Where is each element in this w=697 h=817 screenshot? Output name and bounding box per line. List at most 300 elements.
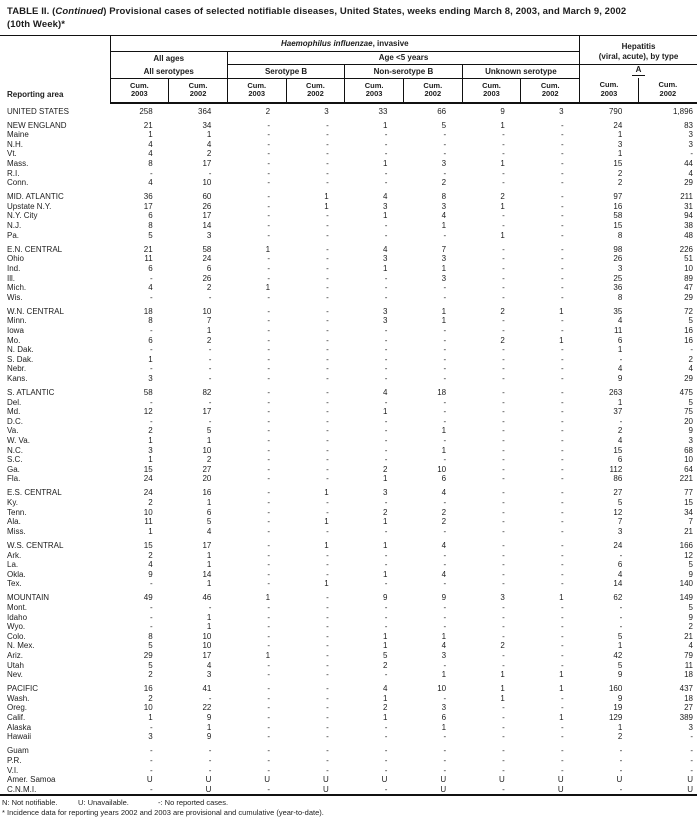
value-cell: - (267, 130, 271, 140)
value-cell: - (560, 130, 564, 140)
value-cell: - (443, 397, 447, 407)
value-cell: - (267, 631, 271, 641)
value-cell: 8 (148, 316, 153, 326)
table-row (0, 508, 697, 518)
value-cell: - (267, 120, 271, 130)
value-cell: - (384, 560, 388, 570)
value-cell: - (502, 426, 505, 436)
value-cell: 1 (382, 407, 388, 417)
value-cell: 5 (206, 426, 212, 436)
col-header-non-serotype-b: Non-serotype B (345, 65, 462, 79)
value-cell: - (443, 498, 447, 508)
value-cell: 2 (688, 622, 693, 632)
value-cell: - (326, 455, 329, 465)
value-cell: 17 (202, 407, 212, 417)
value-cell: 6 (148, 211, 153, 221)
table-row (0, 579, 697, 589)
value-cell: 263 (608, 388, 623, 398)
value-cell: 364 (198, 106, 212, 116)
value-cell: - (560, 631, 564, 641)
value-cell: 1 (148, 354, 153, 364)
value-cell: - (502, 660, 505, 670)
value-cell: - (502, 765, 505, 775)
value-cell: - (443, 354, 447, 364)
value-cell: 1 (148, 455, 153, 465)
reporting-area-cell: W.N. CENTRAL (7, 306, 64, 316)
value-cell: - (267, 517, 271, 527)
value-cell: - (560, 693, 564, 703)
value-cell: 4 (441, 488, 447, 498)
value-cell: 1 (617, 345, 623, 355)
value-cell: 77 (684, 488, 693, 498)
value-cell: - (267, 612, 271, 622)
value-cell: U (557, 775, 564, 785)
reporting-area-cell: C.N.M.I. (7, 784, 37, 794)
value-cell: 26 (613, 254, 623, 264)
value-cell: - (267, 325, 271, 335)
value-cell: - (560, 474, 564, 484)
value-cell: - (560, 455, 564, 465)
value-cell: - (502, 364, 505, 374)
value-cell: - (267, 335, 271, 345)
value-cell: 12 (143, 407, 153, 417)
value-cell: 9 (688, 569, 693, 579)
value-cell: - (560, 149, 564, 159)
value-cell: - (267, 464, 271, 474)
value-cell: - (208, 373, 212, 383)
reporting-area-cell: Ala. (7, 517, 21, 527)
value-cell: U (440, 775, 447, 785)
value-cell: - (208, 746, 212, 756)
value-cell: 3 (382, 201, 388, 211)
value-cell: - (560, 120, 564, 130)
reporting-area-cell: E.N. CENTRAL (7, 244, 63, 254)
value-cell: - (150, 612, 153, 622)
value-cell: 3 (206, 670, 212, 680)
hepatitis-sublabel: (viral, acute), by type (598, 52, 679, 61)
value-cell: 20 (684, 416, 693, 426)
title-line-2: (10th Week)* (7, 18, 66, 30)
value-cell: 2 (500, 192, 505, 202)
value-cell: 1,896 (672, 106, 693, 116)
value-cell: 2 (206, 335, 212, 345)
value-cell: 34 (202, 120, 212, 130)
value-cell: 1 (324, 192, 329, 202)
value-cell: 2 (382, 507, 388, 517)
value-cell: 15 (613, 221, 623, 231)
value-cell: 389 (679, 713, 693, 723)
value-cell: U (687, 784, 693, 794)
value-cell: - (502, 464, 505, 474)
value-cell: 68 (684, 445, 693, 455)
value-cell: - (326, 364, 329, 374)
value-cell: - (326, 474, 329, 484)
table-row (0, 159, 697, 169)
value-cell: 2 (441, 178, 447, 188)
value-cell: - (502, 713, 505, 723)
value-cell: - (502, 263, 505, 273)
col-group-haemophilus: Haemophilus influenzae, invasive (110, 36, 580, 52)
value-cell: 29 (684, 373, 693, 383)
reporting-area-cell: UNITED STATES (7, 106, 69, 116)
value-cell: - (619, 416, 623, 426)
value-cell: 1 (559, 670, 564, 680)
reporting-area-cell: Minn. (7, 316, 27, 326)
value-cell: - (443, 364, 447, 374)
value-cell: 11 (144, 254, 153, 264)
value-cell: - (560, 178, 564, 188)
value-cell: 1 (500, 230, 505, 240)
reporting-area-cell: N. Mex. (7, 641, 35, 651)
value-cell: 1 (382, 631, 388, 641)
value-cell: - (208, 755, 212, 765)
value-cell: 15 (613, 445, 623, 455)
value-cell: - (208, 292, 212, 302)
value-cell: 6 (617, 560, 623, 570)
value-cell: 3 (382, 316, 388, 326)
value-cell: - (502, 345, 505, 355)
value-cell: 4 (148, 178, 153, 188)
value-cell: 4 (688, 364, 693, 374)
value-cell: - (560, 426, 564, 436)
value-cell: - (326, 158, 329, 168)
value-cell: - (326, 526, 329, 536)
value-cell: - (208, 354, 212, 364)
value-cell: 1 (148, 436, 153, 445)
value-cell: 3 (382, 488, 388, 498)
col-header-all-serotypes: All serotypes (110, 65, 227, 79)
value-cell: 15 (613, 158, 623, 168)
reporting-area-cell: Mont. (7, 603, 28, 612)
value-cell: 16 (613, 201, 623, 211)
value-cell: - (267, 426, 271, 436)
value-cell: - (326, 603, 329, 612)
value-cell: U (205, 784, 212, 794)
value-cell: 140 (679, 579, 693, 589)
value-cell: 1 (441, 722, 447, 732)
value-cell: 5 (148, 230, 153, 240)
table-row (0, 221, 697, 231)
value-cell: 1 (206, 622, 212, 632)
col-header-serotype-b: Serotype B (227, 65, 344, 79)
value-cell: - (384, 755, 388, 765)
value-cell: - (502, 455, 505, 465)
value-cell: - (560, 211, 564, 221)
value-cell: - (560, 364, 564, 374)
value-cell: - (443, 693, 447, 703)
value-cell: 1 (382, 641, 388, 651)
value-cell: 4 (617, 436, 623, 445)
value-cell: - (560, 569, 564, 579)
value-cell: 2 (265, 106, 271, 116)
value-cell: - (443, 622, 447, 632)
value-cell: - (326, 660, 329, 670)
reporting-area-cell: Va. (7, 426, 19, 436)
value-cell: 2 (382, 464, 388, 474)
value-cell: - (502, 445, 505, 455)
reporting-area-cell: Ill. (7, 273, 15, 283)
value-cell: 3 (617, 263, 623, 273)
value-cell: - (619, 622, 623, 632)
value-cell: - (326, 149, 329, 159)
reporting-area-cell: N.C. (7, 445, 23, 455)
table-row (0, 641, 697, 651)
value-cell: 5 (617, 660, 623, 670)
value-cell: 2 (441, 517, 447, 527)
value-cell: 3 (617, 526, 623, 536)
value-cell: - (443, 407, 447, 417)
value-cell: - (384, 612, 388, 622)
value-cell: 58 (143, 388, 153, 398)
value-cell: - (560, 168, 564, 178)
value-cell: 2 (617, 178, 623, 188)
value-cell: - (326, 292, 329, 302)
value-cell: - (326, 373, 329, 383)
value-cell: - (150, 397, 153, 407)
value-cell: 14 (613, 579, 623, 589)
reporting-area-cell: E.S. CENTRAL (7, 488, 62, 498)
value-cell: 37 (613, 407, 623, 417)
value-cell: - (384, 784, 388, 794)
value-cell: - (326, 416, 329, 426)
table-row (0, 202, 697, 212)
value-cell: 221 (679, 474, 693, 484)
value-cell: - (502, 569, 505, 579)
value-cell: 82 (202, 388, 212, 398)
value-cell: - (560, 540, 564, 550)
value-cell: - (690, 765, 693, 775)
value-cell: - (326, 755, 329, 765)
table-row (0, 374, 697, 384)
value-cell: 3 (382, 254, 388, 264)
table-row (0, 484, 697, 498)
value-cell: - (443, 612, 447, 622)
value-cell: - (267, 192, 271, 202)
value-cell: 29 (143, 650, 153, 660)
value-cell: 6 (441, 713, 447, 723)
value-cell: U (616, 775, 623, 785)
value-cell: - (326, 426, 329, 436)
value-cell: 1 (206, 579, 212, 589)
value-cell: - (267, 273, 271, 283)
value-cell: 9 (206, 713, 212, 723)
reporting-area-cell: Md. (7, 407, 21, 417)
value-cell: - (267, 660, 271, 670)
value-cell: - (326, 273, 329, 283)
value-cell: - (502, 316, 505, 326)
value-cell: 4 (617, 316, 623, 326)
value-cell: 3 (441, 158, 447, 168)
value-cell: 4 (441, 211, 447, 221)
value-cell: 98 (613, 244, 623, 254)
value-cell: 4 (148, 283, 153, 293)
value-cell: 14 (202, 569, 212, 579)
reporting-area-cell: W. Va. (7, 436, 30, 445)
table-row (0, 326, 697, 336)
value-cell: 9 (617, 670, 623, 680)
value-cell: - (560, 507, 564, 517)
table-row (0, 603, 697, 613)
value-cell: - (502, 139, 505, 149)
value-cell: 9 (148, 569, 153, 579)
value-cell: - (326, 507, 329, 517)
value-cell: - (502, 149, 505, 159)
value-cell: 2 (617, 168, 623, 178)
value-cell: - (560, 660, 564, 670)
value-cell: - (384, 550, 388, 560)
value-cell: 2 (441, 507, 447, 517)
table-row (0, 345, 697, 355)
value-cell: U (557, 784, 564, 794)
value-cell: - (443, 230, 447, 240)
value-cell: - (384, 765, 388, 775)
value-cell: 16 (143, 684, 153, 694)
value-cell: 16 (684, 325, 693, 335)
table-row (0, 651, 697, 661)
value-cell: - (443, 292, 447, 302)
value-cell: 2 (206, 283, 212, 293)
value-cell: - (560, 325, 564, 335)
value-cell: - (267, 732, 271, 742)
value-cell: 5 (617, 631, 623, 641)
table-row (0, 670, 697, 680)
value-cell: - (502, 612, 505, 622)
reporting-area-cell: Maine (7, 130, 29, 140)
value-cell: 1 (382, 713, 388, 723)
table-header (0, 36, 697, 103)
table-row (0, 613, 697, 623)
value-cell: 437 (679, 684, 693, 694)
value-cell: - (690, 149, 693, 159)
value-cell: - (560, 244, 564, 254)
value-cell: 42 (613, 650, 623, 660)
value-cell: - (326, 130, 329, 140)
value-cell: 6 (617, 455, 623, 465)
value-cell: - (384, 436, 388, 445)
value-cell: - (267, 158, 271, 168)
value-cell: 2 (206, 149, 212, 159)
value-cell: 10 (684, 263, 693, 273)
value-cell: 5 (206, 517, 212, 527)
value-cell: 41 (202, 684, 212, 694)
reporting-area-cell: N.Y. City (7, 211, 38, 221)
value-cell: - (267, 569, 271, 579)
value-cell: - (150, 364, 153, 374)
value-cell: - (560, 445, 564, 455)
value-cell: 5 (688, 316, 693, 326)
value-cell: - (502, 540, 505, 550)
value-cell: 1 (617, 722, 623, 732)
table-row (0, 785, 697, 796)
value-cell: 9 (688, 426, 693, 436)
value-cell: 75 (684, 407, 693, 417)
value-cell: - (326, 713, 329, 723)
value-cell: - (150, 603, 153, 612)
reporting-area-cell: S.C. (7, 455, 23, 465)
value-cell: - (443, 560, 447, 570)
value-cell: - (326, 464, 329, 474)
value-cell: 9 (617, 373, 623, 383)
value-cell: - (560, 488, 564, 498)
value-cell: - (619, 755, 623, 765)
reporting-area-cell: Vt. (7, 149, 17, 159)
footnote-not-notifiable: N: Not notifiable. (2, 798, 58, 808)
value-cell: 7 (206, 316, 212, 326)
value-cell: 5 (688, 560, 693, 570)
reporting-area-cell: Okla. (7, 569, 26, 579)
value-cell: 89 (684, 273, 693, 283)
value-cell: 33 (378, 106, 388, 116)
value-cell: 58 (613, 211, 623, 221)
value-cell: 5 (617, 498, 623, 508)
value-cell: U (499, 775, 505, 785)
value-cell: - (208, 397, 212, 407)
value-cell: - (502, 388, 505, 398)
value-cell: 1 (617, 641, 623, 651)
value-cell: - (267, 684, 271, 694)
value-cell: 27 (613, 488, 623, 498)
value-cell: - (384, 732, 388, 742)
table-row (0, 694, 697, 704)
value-cell: 18 (143, 306, 153, 316)
value-cell: 1 (617, 149, 623, 159)
value-cell: - (326, 550, 329, 560)
value-cell: - (326, 631, 329, 641)
value-cell: - (502, 178, 505, 188)
value-cell: 11 (613, 325, 623, 335)
value-cell: - (208, 168, 212, 178)
value-cell: - (267, 722, 271, 732)
value-cell: 1 (265, 244, 271, 254)
value-cell: U (322, 784, 329, 794)
value-cell: - (560, 201, 564, 211)
value-cell: - (502, 407, 505, 417)
value-cell: 112 (609, 464, 623, 474)
value-cell: 10 (202, 641, 212, 651)
value-cell: 18 (684, 693, 693, 703)
table-row (0, 570, 697, 580)
value-cell: 35 (613, 306, 623, 316)
value-cell: - (619, 603, 623, 612)
table-row (0, 274, 697, 284)
value-cell: - (326, 168, 329, 178)
value-cell: 16 (684, 335, 693, 345)
value-cell: - (560, 407, 564, 417)
table-row (0, 426, 697, 436)
value-cell: 15 (143, 464, 153, 474)
value-cell: 1 (148, 713, 153, 723)
value-cell: - (443, 149, 447, 159)
footnote-legend (2, 798, 697, 808)
value-cell: 3 (441, 650, 447, 660)
value-cell: 97 (613, 192, 623, 202)
value-cell: 3 (148, 445, 153, 455)
table-row (0, 240, 697, 254)
table-row (0, 703, 697, 713)
value-cell: - (502, 325, 505, 335)
value-cell: 3 (441, 273, 447, 283)
value-cell: - (443, 746, 447, 756)
value-cell: - (560, 316, 564, 326)
value-cell: - (502, 703, 505, 713)
value-cell: - (267, 455, 271, 465)
value-cell: 1 (559, 713, 564, 723)
reporting-area-cell: S. ATLANTIC (7, 388, 55, 398)
value-cell: 1 (265, 283, 271, 293)
value-cell: - (326, 244, 329, 254)
footnote-incidence: * Incidence data for reporting years 2002 and 2003 are provisional and cumulative (year-to-date). (2, 807, 324, 817)
value-cell: - (150, 746, 153, 756)
